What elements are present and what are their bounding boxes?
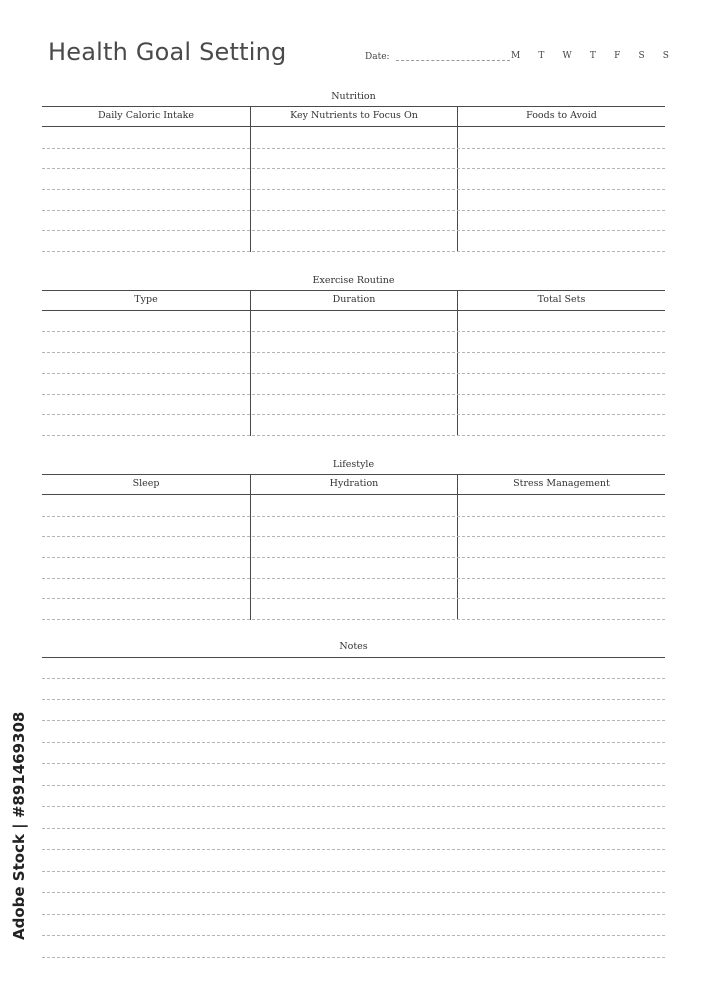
nutrition-row-line[interactable] (42, 168, 665, 169)
lifestyle-col-1: Sleep (132, 478, 160, 489)
exercise-row-line[interactable] (42, 331, 665, 332)
nutrition-row-line[interactable] (42, 210, 665, 211)
lifestyle-col-3: Stress Management (513, 478, 610, 489)
exercise-col-2: Duration (332, 294, 376, 305)
nutrition-row-line[interactable] (42, 189, 665, 190)
notes-line[interactable] (42, 914, 665, 915)
nutrition-col-1: Daily Caloric Intake (97, 110, 195, 121)
exercise-row-line[interactable] (42, 414, 665, 415)
notes-line[interactable] (42, 871, 665, 872)
lifestyle-row-line[interactable] (42, 619, 665, 620)
stock-watermark: Adobe Stock | #891469308 (10, 711, 28, 940)
exercise-row-line[interactable] (42, 352, 665, 353)
notes-line[interactable] (42, 720, 665, 721)
day-saturday[interactable]: S (638, 51, 645, 61)
nutrition-row-line[interactable] (42, 251, 665, 252)
date-label: Date: (365, 52, 390, 62)
notes-top-rule (42, 657, 665, 658)
nutrition-title: Nutrition (331, 91, 376, 102)
lifestyle-row-line[interactable] (42, 536, 665, 537)
exercise-header (42, 290, 665, 311)
weekday-selector (511, 51, 669, 61)
notes-line[interactable] (42, 699, 665, 700)
notes-line[interactable] (42, 678, 665, 679)
notes-line[interactable] (42, 957, 665, 958)
page-title: Health Goal Setting (48, 38, 287, 66)
lifestyle-header (42, 474, 665, 495)
day-friday[interactable]: F (614, 51, 621, 61)
day-thursday[interactable]: T (589, 51, 596, 61)
date-field[interactable] (396, 60, 510, 61)
exercise-col-3: Total Sets (537, 294, 586, 305)
day-sunday[interactable]: S (662, 51, 669, 61)
notes-line[interactable] (42, 849, 665, 850)
exercise-title: Exercise Routine (312, 275, 395, 286)
day-tuesday[interactable]: T (538, 51, 545, 61)
notes-line[interactable] (42, 935, 665, 936)
lifestyle-row-line[interactable] (42, 516, 665, 517)
notes-line[interactable] (42, 742, 665, 743)
lifestyle-title: Lifestyle (332, 459, 375, 470)
exercise-row-line[interactable] (42, 394, 665, 395)
notes-title: Notes (339, 641, 368, 652)
day-monday[interactable]: M (511, 51, 521, 61)
notes-line[interactable] (42, 828, 665, 829)
exercise-row-line[interactable] (42, 373, 665, 374)
exercise-col-1: Type (134, 294, 158, 305)
nutrition-col-2: Key Nutrients to Focus On (290, 110, 418, 121)
nutrition-row-line[interactable] (42, 230, 665, 231)
lifestyle-row-line[interactable] (42, 578, 665, 579)
day-wednesday[interactable]: W (562, 51, 572, 61)
lifestyle-row-line[interactable] (42, 598, 665, 599)
lifestyle-row-line[interactable] (42, 557, 665, 558)
exercise-row-line[interactable] (42, 435, 665, 436)
nutrition-row-line[interactable] (42, 148, 665, 149)
nutrition-header (42, 106, 665, 127)
notes-line[interactable] (42, 892, 665, 893)
nutrition-col-3: Foods to Avoid (526, 110, 597, 121)
notes-line[interactable] (42, 763, 665, 764)
notes-line[interactable] (42, 785, 665, 786)
notes-line[interactable] (42, 806, 665, 807)
lifestyle-col-2: Hydration (329, 478, 379, 489)
